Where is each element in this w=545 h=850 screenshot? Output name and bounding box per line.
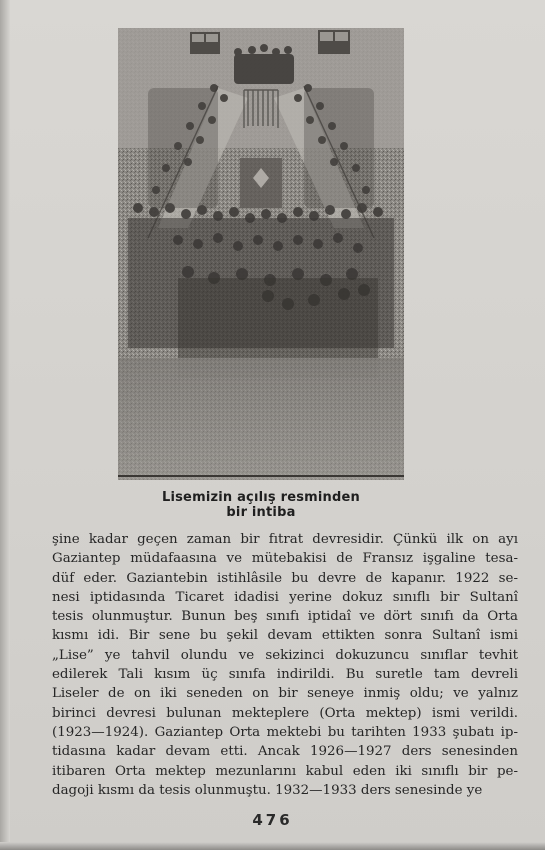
text-line: tidasına kadar devam etti. Ancak 1926—1927 ders senesinden [52,744,518,760]
photo-caption-line-2: bir intiba [226,505,296,520]
scan-edge-bottom [0,842,545,850]
scan-edge [0,0,10,850]
text-line: edilerek Tali kısım üç sınıfa indirildi. Bu suretle tam devreli [52,667,518,683]
text-line: şine kadar geçen zaman bir fıtrat devresidir. Çünkü ilk on ayı [52,532,518,547]
text-line: (1923—1924). Gaziantep Orta mektebi bu tarihten 1933 şubatı ip- [52,724,518,740]
page-number: 476 [252,811,293,829]
group-photograph [118,28,404,480]
text-line: kısmı idi. Bir sene bu şekil devam ettikten sonra Sultanî ismi [52,628,518,644]
text-line: Liseler de on iki seneden on bir seneye inmiş oldu; ve yalnız [52,686,518,702]
text-line: Gaziantep müdafaasına ve mütebakisi de Fransız işgaline tesa- [52,551,518,567]
photo-caption-line-1: Lisemizin açılış resminden [161,490,360,505]
text-line: itibaren Orta mektep mezunlarını kabul eden iki sınıflı bir pe- [52,763,518,779]
photo-image [118,28,404,480]
body-paragraph [52,530,518,800]
text-line: birinci devresi bulunan mekteplere (Orta mektep) ismi verildi. [52,705,518,721]
text-line: dagoji kısmı da tesis olunmuştu. 1932—1933 ders senesinde ye [52,782,483,798]
text-line: düf eder. Gaziantebin istihlâsile bu devre de kapanır. 1922 se- [52,570,518,586]
text-line: nesi iptidasında Ticaret idadisi yerine dokuz sınıflı bir Sultanî [52,589,518,605]
text-line: „Lise” ye tahvil olundu ve sekizinci dokuzuncu sınıflar tevhit [52,647,518,663]
text-line: tesis olunmuştur. Bunun beş sınıfı iptidaî ve dört sınıfı da Orta [52,609,518,625]
